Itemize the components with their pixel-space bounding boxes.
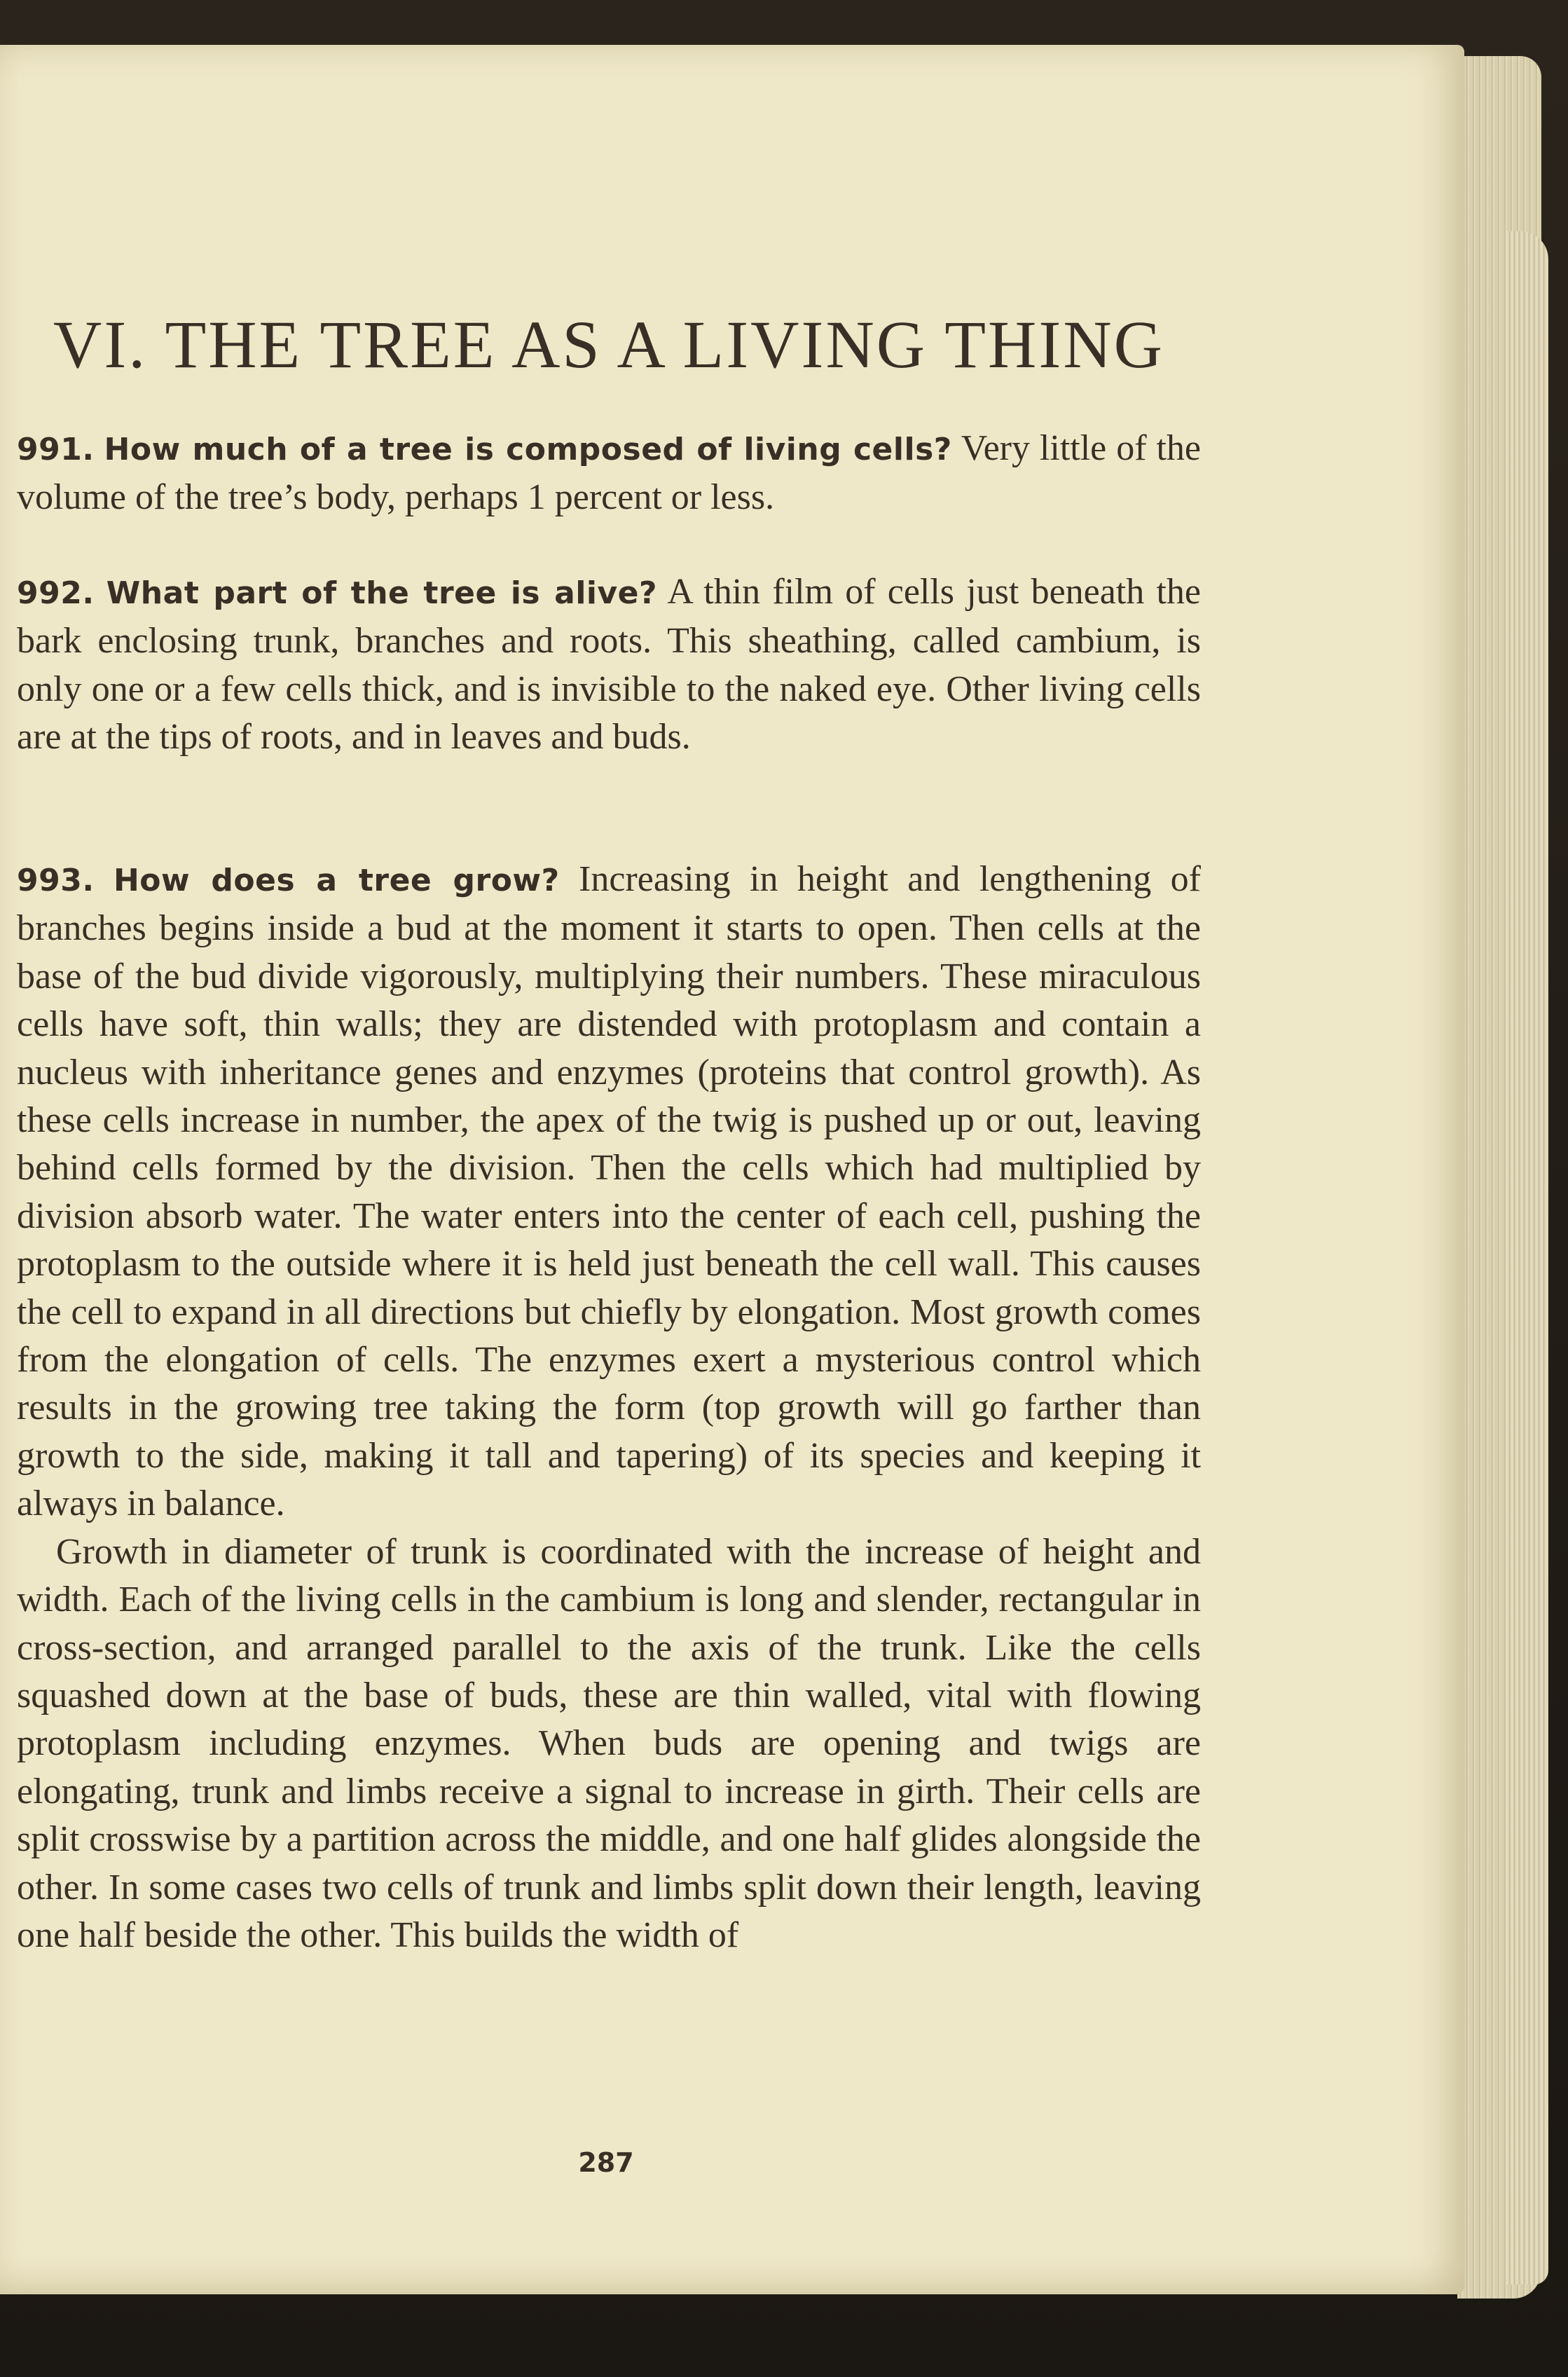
question-992 [17, 568, 1201, 762]
answer-text: Very little of the volume of the tree’s body, perhaps 1 percent or less. [17, 428, 1201, 518]
question-992-paragraph [17, 568, 1201, 762]
question-993 [17, 856, 1201, 1959]
chapter-title: VI. THE TREE AS A LIVING THING [53, 307, 1164, 382]
answer-text: Increasing in height and lengthening of branches begins inside a bud at the moment it starts to open. Then cells at the base of the bud divide vigorously, multiplying their numbers. These miraculous cells have soft, thin walls; they are distended with protoplasm and contain a nucleus with inheritance genes and enzymes (proteins that control growth). As these cells increase in number, the apex of the twig is pushed up or out, leaving behind cells formed by the division. Then the cells which had multiplied by division absorb water. The water enters into the center of each cell, pushing the protoplasm to the outside where it is held just beneath the cell wall. This causes the cell to expand in all directions but chiefly by elongation. Most growth comes from the elongation of cells. The enzymes exert a mysterious control which results in the growing tree taking the form (top growth will go farther than growth to the side, making it tall and tapering) of its species and keeping it always in balance. [17, 859, 1202, 1524]
question-991-paragraph [17, 425, 1201, 522]
question-993-paragraph [17, 856, 1201, 1528]
question-991 [17, 425, 1201, 522]
question-number: 993. [17, 863, 95, 898]
question-text: How much of a tree is composed of living cells? [104, 432, 952, 467]
question-text: What part of the tree is alive? [106, 575, 658, 611]
question-text: How does a tree grow? [113, 863, 560, 898]
answer-text: A thin film of cells just beneath the bark enclosing trunk, branches and roots. This sheathing, called cambium, is only one or a few cells thick, and is invisible to the naked eye. Other living cells are at the tips of roots, and in leaves and buds. [17, 572, 1201, 758]
page-number: 287 [578, 2147, 634, 2178]
book-page [0, 45, 1464, 2294]
continuation-paragraph: Growth in diameter of trunk is coordinated with the increase of height and width. Each of the living cells in the cambium is long and slender, rectangular in cross-section, and arranged parallel to the axis of the trunk. Like the cells squashed down at the base of buds, these are thin walled, vital with flowing protoplasm including enzymes. When buds are opening and twigs are elongating, trunk and limbs receive a signal to increase in girth. Their cells are split crosswise by a partition across the middle, and one half glides alongside the other. In some cases two cells of trunk and limbs split down their length, leaving one half beside the other. This builds the width of [17, 1531, 1201, 1955]
question-number: 991. [17, 432, 95, 467]
question-number: 992. [17, 575, 95, 611]
page-edges-inner [1506, 231, 1548, 2284]
